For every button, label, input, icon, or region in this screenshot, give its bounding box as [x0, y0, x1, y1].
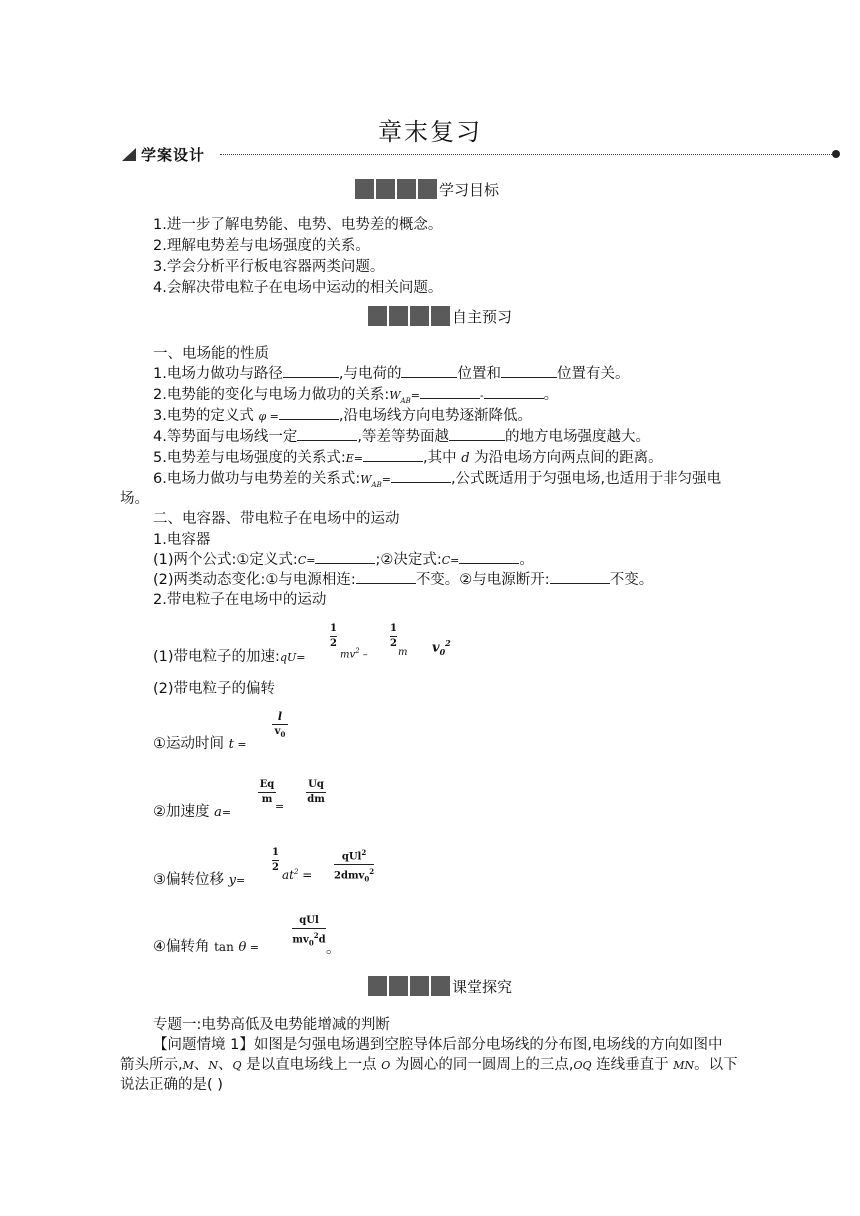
fill-blank [315, 550, 375, 564]
heading-blocks-icon [368, 976, 450, 996]
half-fraction-2: $\frac{1}{2}$ [390, 623, 397, 649]
dotted-divider [220, 154, 832, 155]
objective-2: 2.理解电势差与电场强度的关系。 [153, 238, 370, 254]
capacitor-heading: 1.电容器 [153, 532, 211, 548]
preview-item-2: 2.电势能的变化与电场力做功的关系$:W_{AB}=$ - 。 [153, 387, 559, 405]
displacement-half: $\frac{1}{2}$ [272, 847, 279, 873]
dot-icon [832, 150, 840, 158]
fill-blank [356, 570, 416, 584]
objective-3: 3.学会分析平行板电容器两类问题。 [153, 259, 385, 275]
preview-item-6-cont: 场。 [120, 491, 149, 507]
heading-blocks-icon [355, 179, 437, 199]
preview-item-4: 4.等势面与电场线一定 ,等差等势面越 的地方电场强度越大。 [153, 429, 650, 445]
capacitor-dynamic: (2)两类动态变化:①与电源相连: 不变。②与电源断开: 不变。 [153, 572, 654, 588]
accel-fraction-2: $\frac{Uq}{dm}$ [307, 779, 325, 805]
time-fraction: $\frac{l}{v_0}$ [272, 710, 288, 742]
section-banner [118, 144, 840, 166]
deflection-accel: ②加速度 a= [153, 804, 232, 820]
capacitor-formulas: (1)两个公式:①定义式:C= ;②决定式:C= 。 [153, 552, 534, 568]
fill-blank [401, 364, 457, 378]
preview-item-6: 6.电场力做功与电势差的关系式$:W_{AB}=$ ,公式既适用于匀强电场,也适用于非匀强电 [153, 471, 722, 489]
preview-item-3: 3.电势的定义式 φ = ,沿电场线方向电势逐渐降低。 [153, 408, 532, 424]
deflection-displacement: ③偏转位移 y= [153, 872, 246, 888]
angle-period: 。 [326, 941, 341, 957]
fill-blank [501, 364, 557, 378]
question-line-3: 说法正确的是( ) [120, 1077, 223, 1093]
accel-equals: = [275, 800, 285, 813]
fill-blank [550, 570, 610, 584]
mv-term: $mv^2$ – [340, 647, 368, 661]
at-squared: $at^2$ = [282, 868, 313, 882]
heading-blocks-icon [368, 306, 450, 326]
fill-blank [391, 469, 451, 483]
deflection-time: ①运动时间 t = [153, 736, 247, 752]
accel-fraction-1: $\frac{Eq}{m}$ [259, 779, 275, 805]
half-fraction-1: $\frac{1}{2}$ [330, 623, 337, 649]
deflection-angle: ④偏转角 tan θ = [153, 939, 259, 955]
objective-1: 1.进一步了解电势能、电势、电势差的概念。 [153, 217, 443, 233]
objective-4: 4.会解决带电粒子在电场中运动的相关问题。 [153, 280, 443, 296]
fill-blank [420, 385, 480, 399]
part2-heading: 二、电容器、带电粒子在电场中的运动 [153, 511, 400, 527]
fill-blank [283, 364, 339, 378]
fill-blank [297, 427, 357, 441]
banner-label: 学案设计 [141, 146, 206, 164]
deflection-heading: (2)带电粒子的偏转 [153, 681, 276, 697]
fill-blank [484, 385, 544, 399]
page-title: 章末复习 [378, 118, 482, 146]
fill-blank [459, 550, 519, 564]
displacement-fraction: qUl$^2$ 2dmv$_0^2$ [334, 846, 374, 887]
section-heading-classroom: 课堂探究 [368, 975, 512, 997]
part1-heading: 一、电场能的性质 [153, 346, 269, 362]
v0-squared: $v_0^2$ [432, 638, 451, 657]
m-term: m [398, 647, 408, 658]
preview-item-1: 1.电场力做功与路径 ,与电荷的 位置和 位置有关。 [153, 366, 630, 382]
section-heading-preview: 自主预习 [368, 305, 512, 327]
acceleration-label: (1)带电粒子的加速:qU= [153, 649, 306, 665]
fill-blank [363, 448, 423, 462]
fill-blank [279, 406, 339, 420]
question-line-1: 【问题情境 1】如图是匀强电场遇到空腔导体后部分电场线的分布图,电场线的方向如图中 [153, 1037, 723, 1053]
triangle-icon [122, 148, 136, 161]
particle-heading: 2.带电粒子在电场中的运动 [153, 592, 327, 608]
topic-heading: 专题一:电势高低及电势能增减的判断 [153, 1017, 390, 1033]
angle-fraction: qUl $mv_0^2d$ [292, 914, 326, 950]
question-line-2: 箭头所示,M、N、Q 是以直电场线上一点 O 为圆心的同一圆周上的三点,OQ 连线垂直于 MN。以下 [120, 1057, 738, 1073]
preview-item-5: 5.电势差与电场强度的关系式:E= ,其中 d 为沿电场方向两点间的距离。 [153, 450, 663, 466]
fill-blank [449, 427, 505, 441]
section-heading-objectives: 学习目标 [355, 178, 499, 200]
